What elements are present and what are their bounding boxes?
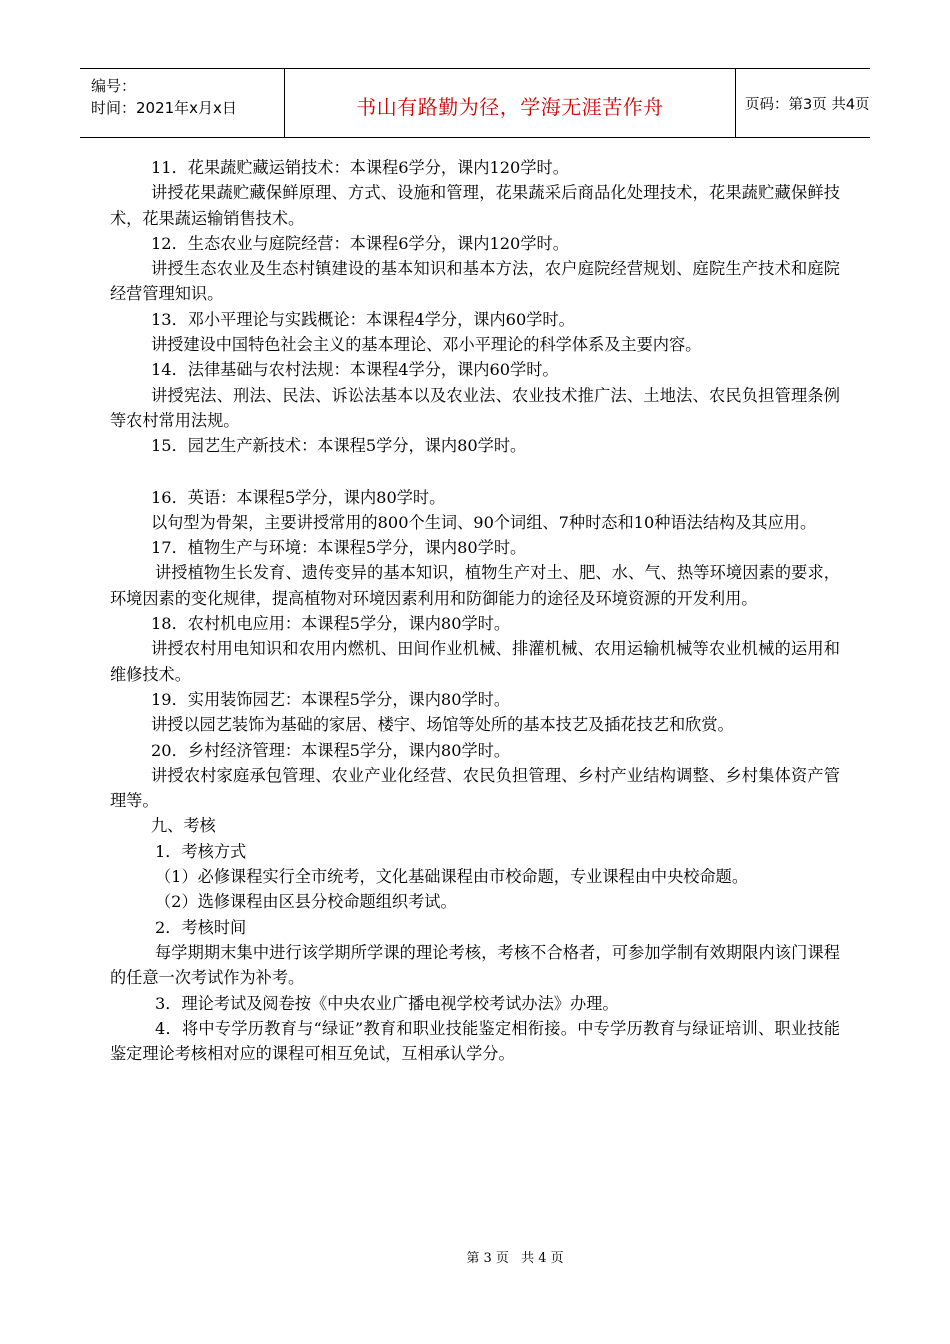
footer-total: 共 4 页: [521, 1251, 564, 1266]
paragraph-exam-rules: 3．理论考试及阅卷按《中央农业广播电视学校考试办法》办理。: [155, 993, 619, 1013]
method-item-2: （2）选修课程由区县分校命题组织考试。: [155, 892, 457, 912]
motto: 书山有路勤为径，学海无涯苦作舟: [356, 95, 664, 119]
course-desc-17: 讲授植物生长发育、遗传变异的基本知识，植物生产对土、肥、水、气、热等环境因素的要求，环境因素的变化规律，提高植物对环境因素利用和防御能力的途径及环境资源的开发利用。: [110, 563, 840, 608]
header-info: [80, 69, 284, 137]
page-footer: [0, 1247, 950, 1266]
course-heading-18: 18．农村机电应用：本课程5学分，课内80学时。: [151, 614, 511, 634]
course-desc-16: 以句型为骨架，主要讲授常用的800个生词、90个词组、7种时态和10种语法结构及其应用。: [151, 512, 817, 532]
blank-line: [110, 459, 840, 485]
course-heading-17: 17．植物生产与环境：本课程5学分，课内80学时。: [151, 538, 527, 558]
document-body: [110, 155, 840, 1066]
course-desc-18: 讲授农村用电知识和农用内燃机、田间作业机械、排灌机械、农用运输机械等农业机械的运用和维修技术。: [110, 639, 840, 684]
course-desc-14: 讲授宪法、刑法、民法、诉讼法基本以及农业法、农业技术推广法、土地法、农民负担管理条例等农村常用法规。: [110, 385, 840, 430]
subheading-time: 2．考核时间: [155, 917, 247, 937]
course-desc-20: 讲授农村家庭承包管理、农业产业化经营、农民负担管理、乡村产业结构调整、乡村集体资产管理等。: [110, 765, 840, 811]
course-desc-19: 讲授以园艺装饰为基础的家居、楼宇、场馆等处所的基本技艺及插花技艺和欣赏。: [151, 715, 734, 735]
course-desc-11: 讲授花果蔬贮藏保鲜原理、方式、设施和管理，花果蔬采后商品化处理技术，花果蔬贮藏保鲜技术，花果蔬运输销售技术。: [110, 183, 840, 228]
paragraph-green-cert: 4．将中专学历教育与“绿证”教育和职业技能鉴定相衔接。中专学历教育与绿证培训、职业技能鉴定理论考核相对应的课程可相互免试，互相承认学分。: [110, 1018, 840, 1064]
page-label: 页码：第3页 共4页: [745, 97, 870, 113]
course-heading-14: 14．法律基础与农村法规：本课程4学分，课内60学时。: [151, 360, 559, 380]
course-heading-15: 15．园艺生产新技术：本课程5学分，课内80学时。: [151, 436, 527, 456]
course-heading-16: 16．英语：本课程5学分，课内80学时。: [151, 487, 446, 507]
header-motto-cell: [284, 69, 736, 137]
course-heading-11: 11．花果蔬贮藏运销技术：本课程6学分，课内120学时。: [151, 158, 569, 177]
page-header: [80, 68, 870, 138]
course-heading-19: 19．实用装饰园艺：本课程5学分，课内80学时。: [151, 689, 511, 709]
course-heading-20: 20．乡村经济管理：本课程5学分，课内80学时。: [151, 740, 511, 760]
time-desc: 每学期期末集中进行该学期所学课的理论考核，考核不合格者，可参加学制有效期限内该门课程的任意一次考试作为补考。: [110, 942, 840, 988]
course-heading-13: 13．邓小平理论与实践概论：本课程4学分，课内60学时。: [151, 309, 575, 329]
section-heading-assessment: 九、考核: [151, 816, 216, 836]
course-heading-12: 12．生态农业与庭院经营：本课程6学分，课内120学时。: [151, 233, 569, 253]
course-desc-12: 讲授生态农业及生态村镇建设的基本知识和基本方法，农户庭院经营规划、庭院生产技术和庭院经营管理知识。: [110, 259, 840, 304]
number-label: 编号：: [91, 77, 137, 95]
course-desc-13: 讲授建设中国特色社会主义的基本理论、邓小平理论的科学体系及主要内容。: [151, 335, 702, 355]
footer-page: 第 3 页: [466, 1251, 509, 1266]
time-label: 时间：2021年x月x日: [91, 99, 237, 117]
subheading-method: 1．考核方式: [155, 841, 247, 861]
method-item-1: （1）必修课程实行全市统考，文化基础课程由市校命题，专业课程由中央校命题。: [155, 867, 749, 887]
